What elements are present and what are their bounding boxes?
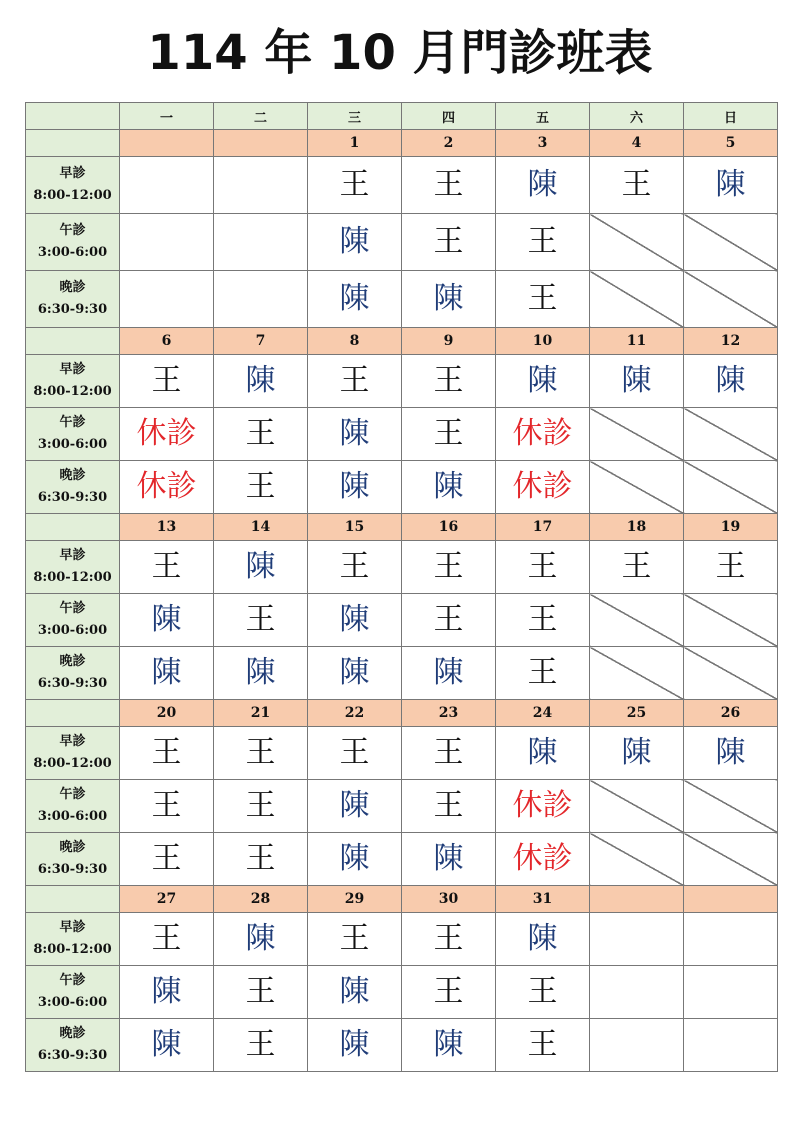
doctor-chen: 陳 — [151, 1027, 182, 1062]
no-clinic-cell — [590, 408, 684, 461]
doctor-chen: 陳 — [621, 363, 652, 398]
date-cell: 24 — [496, 700, 590, 727]
doctor-wang: 王 — [151, 549, 182, 584]
doctor-chen: 陳 — [433, 841, 464, 876]
schedule-cell — [496, 594, 590, 647]
doctor-chen: 陳 — [621, 735, 652, 770]
date-cell: 10 — [496, 328, 590, 355]
slot-label — [26, 594, 120, 647]
empty-cell — [214, 271, 308, 328]
schedule-cell — [496, 727, 590, 780]
doctor-wang: 王 — [433, 224, 464, 259]
schedule-cell — [120, 355, 214, 408]
schedule-cell — [402, 594, 496, 647]
schedule-cell — [120, 727, 214, 780]
date-cell: 12 — [684, 328, 778, 355]
schedule-cell — [214, 780, 308, 833]
slot-label — [26, 214, 120, 271]
no-clinic-cell — [590, 214, 684, 271]
schedule-cell — [496, 408, 590, 461]
doctor-wang: 王 — [151, 921, 182, 956]
schedule-cell — [308, 157, 402, 214]
doctor-wang: 王 — [527, 602, 558, 637]
schedule-cell — [496, 833, 590, 886]
date-row-label — [26, 328, 120, 355]
schedule-cell — [402, 833, 496, 886]
doctor-wang: 王 — [245, 788, 276, 823]
doctor-wang: 王 — [621, 549, 652, 584]
schedule-cell — [590, 355, 684, 408]
schedule-cell — [496, 647, 590, 700]
slot-row — [26, 355, 778, 408]
date-cell: 15 — [308, 514, 402, 541]
doctor-chen: 陳 — [433, 1027, 464, 1062]
slot-time: 8:00-12:00 — [33, 756, 112, 771]
slot-name: 午診 — [59, 601, 86, 616]
doctor-off: 休診 — [512, 788, 573, 823]
doctor-wang: 王 — [151, 735, 182, 770]
slot-time: 8:00-12:00 — [33, 942, 112, 957]
slot-time: 6:30-9:30 — [37, 302, 108, 317]
slot-name: 早診 — [59, 548, 86, 563]
date-cell — [684, 886, 778, 913]
schedule-cell — [402, 1019, 496, 1072]
slot-name: 午診 — [59, 223, 86, 238]
date-cell: 22 — [308, 700, 402, 727]
slot-row — [26, 594, 778, 647]
empty-cell — [684, 966, 778, 1019]
slot-row — [26, 541, 778, 594]
schedule-cell — [214, 355, 308, 408]
slot-name: 晚診 — [59, 280, 86, 295]
schedule-cell — [214, 647, 308, 700]
date-row-label — [26, 130, 120, 157]
doctor-wang: 王 — [527, 549, 558, 584]
doctor-wang: 王 — [715, 549, 746, 584]
doctor-chen: 陳 — [715, 735, 746, 770]
date-cell: 2 — [402, 130, 496, 157]
doctor-chen: 陳 — [339, 1027, 370, 1062]
slot-time: 8:00-12:00 — [33, 188, 112, 203]
empty-cell — [120, 214, 214, 271]
schedule-cell — [214, 408, 308, 461]
no-clinic-cell — [590, 271, 684, 328]
schedule-cell — [496, 780, 590, 833]
slot-time: 6:30-9:30 — [37, 1048, 108, 1063]
doctor-wang: 王 — [151, 841, 182, 876]
no-clinic-cell — [684, 833, 778, 886]
doctor-wang: 王 — [245, 602, 276, 637]
schedule-cell — [402, 408, 496, 461]
doctor-chen: 陳 — [527, 921, 558, 956]
slot-name: 晚診 — [59, 468, 86, 483]
slot-time: 3:00-6:00 — [37, 809, 108, 824]
doctor-chen: 陳 — [433, 655, 464, 690]
doctor-wang: 王 — [245, 469, 276, 504]
doctor-wang: 王 — [339, 363, 370, 398]
weekday-header: 五 — [496, 103, 590, 130]
date-row — [26, 514, 778, 541]
slot-label — [26, 157, 120, 214]
slot-label — [26, 913, 120, 966]
empty-cell — [120, 271, 214, 328]
slot-time: 8:00-12:00 — [33, 570, 112, 585]
slot-time: 6:30-9:30 — [37, 676, 108, 691]
date-cell: 17 — [496, 514, 590, 541]
schedule-cell — [308, 727, 402, 780]
slot-label — [26, 647, 120, 700]
schedule-cell — [214, 833, 308, 886]
schedule-cell — [402, 727, 496, 780]
date-cell: 19 — [684, 514, 778, 541]
doctor-chen: 陳 — [245, 655, 276, 690]
schedule-cell — [590, 727, 684, 780]
doctor-chen: 陳 — [339, 469, 370, 504]
date-cell: 20 — [120, 700, 214, 727]
schedule-cell — [308, 966, 402, 1019]
doctor-off: 休診 — [512, 416, 573, 451]
doctor-off: 休診 — [512, 469, 573, 504]
doctor-wang: 王 — [245, 841, 276, 876]
doctor-chen: 陳 — [715, 167, 746, 202]
slot-name: 早診 — [59, 734, 86, 749]
schedule-cell — [402, 966, 496, 1019]
empty-cell — [590, 913, 684, 966]
doctor-wang: 王 — [151, 363, 182, 398]
schedule-cell — [120, 408, 214, 461]
schedule-cell — [120, 461, 214, 514]
schedule-cell — [496, 966, 590, 1019]
schedule-cell — [214, 594, 308, 647]
schedule-cell — [120, 594, 214, 647]
doctor-wang: 王 — [621, 167, 652, 202]
date-cell: 23 — [402, 700, 496, 727]
schedule-cell — [308, 913, 402, 966]
date-cell: 29 — [308, 886, 402, 913]
slot-name: 午診 — [59, 973, 86, 988]
slot-time: 3:00-6:00 — [37, 995, 108, 1010]
no-clinic-cell — [684, 780, 778, 833]
date-cell: 31 — [496, 886, 590, 913]
schedule-cell — [308, 461, 402, 514]
slot-label — [26, 541, 120, 594]
schedule-cell — [308, 408, 402, 461]
doctor-chen: 陳 — [151, 655, 182, 690]
schedule-cell — [684, 727, 778, 780]
date-row — [26, 886, 778, 913]
schedule-cell — [120, 1019, 214, 1072]
doctor-wang: 王 — [433, 549, 464, 584]
schedule-cell — [214, 541, 308, 594]
empty-cell — [684, 913, 778, 966]
no-clinic-cell — [684, 647, 778, 700]
schedule-cell — [402, 461, 496, 514]
doctor-wang: 王 — [527, 974, 558, 1009]
page-title: 114 年 10 月門診班表 — [147, 25, 653, 81]
doctor-wang: 王 — [433, 602, 464, 637]
date-row — [26, 328, 778, 355]
doctor-chen: 陳 — [527, 735, 558, 770]
schedule-cell — [496, 157, 590, 214]
no-clinic-cell — [684, 594, 778, 647]
date-cell: 26 — [684, 700, 778, 727]
schedule-cell — [308, 271, 402, 328]
slot-time: 6:30-9:30 — [37, 490, 108, 505]
date-row-label — [26, 514, 120, 541]
no-clinic-cell — [590, 647, 684, 700]
schedule-cell — [496, 271, 590, 328]
date-cell: 7 — [214, 328, 308, 355]
slot-label — [26, 966, 120, 1019]
empty-cell — [684, 1019, 778, 1072]
slot-label — [26, 833, 120, 886]
schedule-cell — [120, 966, 214, 1019]
date-row-label — [26, 886, 120, 913]
slot-row — [26, 966, 778, 1019]
slot-row — [26, 157, 778, 214]
schedule-cell — [308, 780, 402, 833]
doctor-wang: 王 — [339, 167, 370, 202]
schedule-cell — [214, 461, 308, 514]
schedule-cell — [308, 1019, 402, 1072]
date-row — [26, 700, 778, 727]
doctor-wang: 王 — [339, 921, 370, 956]
empty-cell — [120, 157, 214, 214]
no-clinic-cell — [590, 780, 684, 833]
no-clinic-cell — [590, 833, 684, 886]
slot-row — [26, 461, 778, 514]
no-clinic-cell — [684, 408, 778, 461]
schedule-cell — [120, 780, 214, 833]
slot-time: 3:00-6:00 — [37, 245, 108, 260]
slot-time: 6:30-9:30 — [37, 862, 108, 877]
schedule-table — [25, 102, 778, 1072]
doctor-wang: 王 — [339, 735, 370, 770]
doctor-chen: 陳 — [151, 602, 182, 637]
doctor-wang: 王 — [433, 974, 464, 1009]
date-row — [26, 130, 778, 157]
doctor-chen: 陳 — [339, 788, 370, 823]
doctor-wang: 王 — [433, 788, 464, 823]
doctor-off: 休診 — [512, 841, 573, 876]
date-cell: 9 — [402, 328, 496, 355]
doctor-wang: 王 — [433, 167, 464, 202]
empty-cell — [214, 157, 308, 214]
date-row-label — [26, 700, 120, 727]
no-clinic-cell — [590, 594, 684, 647]
slot-row — [26, 727, 778, 780]
schedule-cell — [496, 541, 590, 594]
doctor-wang: 王 — [527, 1027, 558, 1062]
no-clinic-cell — [684, 214, 778, 271]
doctor-wang: 王 — [527, 281, 558, 316]
slot-label — [26, 408, 120, 461]
date-cell: 25 — [590, 700, 684, 727]
schedule-cell — [496, 214, 590, 271]
weekday-header: 二 — [214, 103, 308, 130]
date-cell: 27 — [120, 886, 214, 913]
schedule-cell — [308, 647, 402, 700]
weekday-header-row — [26, 103, 778, 130]
date-cell: 8 — [308, 328, 402, 355]
doctor-wang: 王 — [433, 921, 464, 956]
doctor-chen: 陳 — [245, 363, 276, 398]
schedule-cell — [402, 271, 496, 328]
slot-row — [26, 780, 778, 833]
slot-name: 早診 — [59, 166, 86, 181]
schedule-cell — [684, 541, 778, 594]
empty-cell — [214, 214, 308, 271]
empty-cell — [590, 966, 684, 1019]
no-clinic-cell — [684, 271, 778, 328]
schedule-cell — [402, 541, 496, 594]
doctor-chen: 陳 — [151, 974, 182, 1009]
schedule-cell — [402, 647, 496, 700]
slot-row — [26, 271, 778, 328]
slot-row — [26, 833, 778, 886]
slot-name: 午診 — [59, 787, 86, 802]
schedule-cell — [120, 647, 214, 700]
slot-name: 早診 — [59, 362, 86, 377]
schedule-cell — [120, 913, 214, 966]
slot-label — [26, 727, 120, 780]
date-cell: 1 — [308, 130, 402, 157]
date-cell: 4 — [590, 130, 684, 157]
doctor-chen: 陳 — [339, 974, 370, 1009]
doctor-chen: 陳 — [339, 602, 370, 637]
corner-cell — [26, 103, 120, 130]
date-cell: 11 — [590, 328, 684, 355]
schedule-cell — [308, 214, 402, 271]
doctor-chen: 陳 — [527, 167, 558, 202]
slot-label — [26, 271, 120, 328]
doctor-wang: 王 — [339, 549, 370, 584]
doctor-wang: 王 — [245, 416, 276, 451]
doctor-chen: 陳 — [245, 921, 276, 956]
doctor-chen: 陳 — [339, 655, 370, 690]
doctor-wang: 王 — [245, 1027, 276, 1062]
slot-row — [26, 647, 778, 700]
doctor-wang: 王 — [245, 735, 276, 770]
date-cell: 14 — [214, 514, 308, 541]
date-cell: 21 — [214, 700, 308, 727]
schedule-cell — [402, 913, 496, 966]
doctor-wang: 王 — [527, 224, 558, 259]
schedule-cell — [590, 157, 684, 214]
schedule-cell — [402, 355, 496, 408]
schedule-cell — [496, 913, 590, 966]
slot-label — [26, 461, 120, 514]
schedule-cell — [496, 355, 590, 408]
slot-time: 3:00-6:00 — [37, 623, 108, 638]
schedule-cell — [214, 913, 308, 966]
schedule-cell — [308, 594, 402, 647]
schedule-cell — [308, 833, 402, 886]
weekday-header: 三 — [308, 103, 402, 130]
slot-row — [26, 214, 778, 271]
slot-name: 晚診 — [59, 840, 86, 855]
slot-label — [26, 1019, 120, 1072]
date-cell: 28 — [214, 886, 308, 913]
slot-name: 晚診 — [59, 1026, 86, 1041]
doctor-chen: 陳 — [433, 469, 464, 504]
date-cell: 13 — [120, 514, 214, 541]
empty-cell — [590, 1019, 684, 1072]
slot-name: 早診 — [59, 920, 86, 935]
doctor-chen: 陳 — [433, 281, 464, 316]
doctor-chen: 陳 — [339, 281, 370, 316]
slot-row — [26, 408, 778, 461]
schedule-cell — [308, 355, 402, 408]
doctor-chen: 陳 — [527, 363, 558, 398]
weekday-header: 日 — [684, 103, 778, 130]
date-cell: 5 — [684, 130, 778, 157]
schedule-cell — [214, 966, 308, 1019]
doctor-chen: 陳 — [339, 416, 370, 451]
doctor-chen: 陳 — [245, 549, 276, 584]
date-cell — [590, 886, 684, 913]
schedule-cell — [402, 780, 496, 833]
schedule-cell — [496, 1019, 590, 1072]
doctor-chen: 陳 — [339, 841, 370, 876]
slot-row — [26, 1019, 778, 1072]
doctor-wang: 王 — [433, 416, 464, 451]
slot-name: 午診 — [59, 415, 86, 430]
no-clinic-cell — [684, 461, 778, 514]
doctor-wang: 王 — [245, 974, 276, 1009]
date-cell — [120, 130, 214, 157]
schedule-cell — [684, 157, 778, 214]
date-cell: 16 — [402, 514, 496, 541]
doctor-chen: 陳 — [715, 363, 746, 398]
slot-label — [26, 355, 120, 408]
date-cell: 18 — [590, 514, 684, 541]
schedule-cell — [684, 355, 778, 408]
schedule-cell — [402, 214, 496, 271]
date-cell: 6 — [120, 328, 214, 355]
slot-name: 晚診 — [59, 654, 86, 669]
date-cell — [214, 130, 308, 157]
no-clinic-cell — [590, 461, 684, 514]
doctor-off: 休診 — [136, 469, 197, 504]
date-cell: 30 — [402, 886, 496, 913]
schedule-cell — [496, 461, 590, 514]
schedule-cell — [214, 1019, 308, 1072]
slot-time: 3:00-6:00 — [37, 437, 108, 452]
schedule-cell — [590, 541, 684, 594]
weekday-header: 四 — [402, 103, 496, 130]
schedule-cell — [214, 727, 308, 780]
doctor-wang: 王 — [433, 735, 464, 770]
weekday-header: 一 — [120, 103, 214, 130]
schedule-cell — [120, 541, 214, 594]
slot-row — [26, 913, 778, 966]
doctor-wang: 王 — [527, 655, 558, 690]
doctor-chen: 陳 — [339, 224, 370, 259]
date-cell: 3 — [496, 130, 590, 157]
doctor-wang: 王 — [151, 788, 182, 823]
doctor-off: 休診 — [136, 416, 197, 451]
schedule-cell — [120, 833, 214, 886]
doctor-wang: 王 — [433, 363, 464, 398]
schedule-cell — [402, 157, 496, 214]
schedule-cell — [308, 541, 402, 594]
slot-label — [26, 780, 120, 833]
slot-time: 8:00-12:00 — [33, 384, 112, 399]
weekday-header: 六 — [590, 103, 684, 130]
